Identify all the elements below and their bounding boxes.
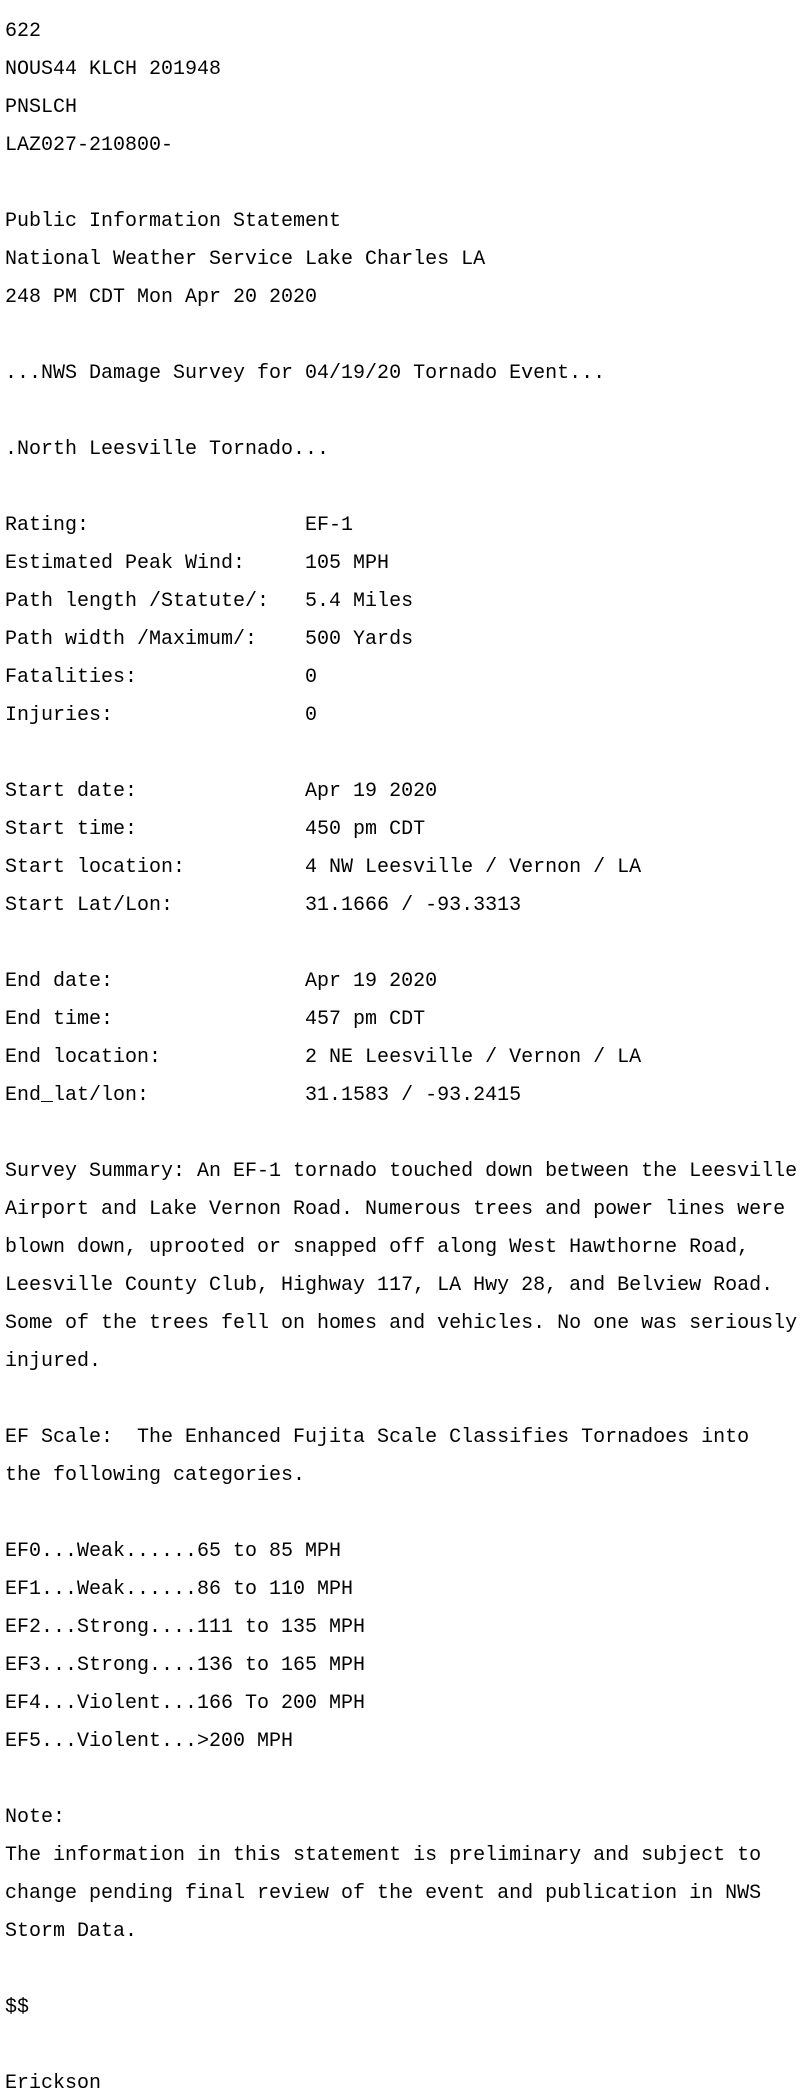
blank-line [5, 1770, 802, 1789]
end-latlon-row: End_lat/lon: 31.1583 / -93.2415 [5, 1084, 522, 1107]
ef-category-row: EF2...Strong....111 to 135 MPH [5, 1616, 366, 1639]
injuries-row: Injuries: 0 [5, 704, 318, 727]
survey-headline: ...NWS Damage Survey for 04/19/20 Tornado Event... [5, 362, 606, 385]
author-signature: Erickson [5, 2072, 102, 2095]
awips-id: PNSLCH [5, 96, 78, 119]
note-line: The information in this statement is preliminary and subject to [5, 1844, 762, 1867]
wmo-header: NOUS44 KLCH 201948 [5, 58, 222, 81]
survey-summary-line: Survey Summary: An EF-1 tornado touched down between the Leesville [5, 1160, 798, 1183]
survey-summary-line: Leesville County Club, Highway 117, LA Hwy 28, and Belview Road. [5, 1274, 774, 1297]
rating-row: Rating: EF-1 [5, 514, 354, 537]
fatalities-row: Fatalities: 0 [5, 666, 318, 689]
path-width-row: Path width /Maximum/: 500 Yards [5, 628, 414, 651]
ef-category-row: EF3...Strong....136 to 165 MPH [5, 1654, 366, 1677]
start-time-row: Start time: 450 pm CDT [5, 818, 426, 841]
end-date-row: End date: Apr 19 2020 [5, 970, 438, 993]
blank-line [5, 1124, 802, 1143]
blank-line [5, 1960, 802, 1979]
end-time-row: End time: 457 pm CDT [5, 1008, 426, 1031]
end-marker: $$ [5, 1996, 30, 2019]
note-heading: Note: [5, 1806, 66, 1829]
blank-line [5, 326, 802, 345]
statement-title: Public Information Statement [5, 210, 342, 233]
blank-line [5, 934, 802, 953]
ef-category-row: EF4...Violent...166 To 200 MPH [5, 1692, 366, 1715]
ef-category-row: EF5...Violent...>200 MPH [5, 1730, 294, 1753]
path-length-row: Path length /Statute/: 5.4 Miles [5, 590, 414, 613]
blank-line [5, 174, 802, 193]
start-latlon-row: Start Lat/Lon: 31.1666 / -93.3313 [5, 894, 522, 917]
blank-line [5, 1504, 802, 1523]
ef-scale-intro: EF Scale: The Enhanced Fujita Scale Classifies Tornadoes into [5, 1426, 750, 1449]
zone-code: LAZ027-210800- [5, 134, 174, 157]
blank-line [5, 478, 802, 497]
survey-summary-line: Some of the trees fell on homes and vehicles. No one was seriously [5, 1312, 798, 1335]
tornado-name: .North Leesville Tornado... [5, 438, 330, 461]
start-location-row: Start location: 4 NW Leesville / Vernon / LA [5, 856, 642, 879]
blank-line [5, 1390, 802, 1409]
blank-line [5, 744, 802, 763]
peak-wind-row: Estimated Peak Wind: 105 MPH [5, 552, 390, 575]
ef-scale-intro: the following categories. [5, 1464, 306, 1487]
note-line: Storm Data. [5, 1920, 138, 1943]
issue-time: 248 PM CDT Mon Apr 20 2020 [5, 286, 318, 309]
issuing-office: National Weather Service Lake Charles LA [5, 248, 486, 271]
survey-summary-line: injured. [5, 1350, 102, 1373]
end-location-row: End location: 2 NE Leesville / Vernon / LA [5, 1046, 642, 1069]
blank-line [5, 2036, 802, 2055]
blank-line [5, 402, 802, 421]
product-id: 622 [5, 20, 42, 43]
note-line: change pending final review of the event and publication in NWS [5, 1882, 762, 1905]
survey-summary-line: blown down, uprooted or snapped off along West Hawthorne Road, [5, 1236, 750, 1259]
ef-category-row: EF1...Weak......86 to 110 MPH [5, 1578, 354, 1601]
survey-summary-line: Airport and Lake Vernon Road. Numerous trees and power lines were [5, 1198, 786, 1221]
ef-category-row: EF0...Weak......65 to 85 MPH [5, 1540, 342, 1563]
start-date-row: Start date: Apr 19 2020 [5, 780, 438, 803]
